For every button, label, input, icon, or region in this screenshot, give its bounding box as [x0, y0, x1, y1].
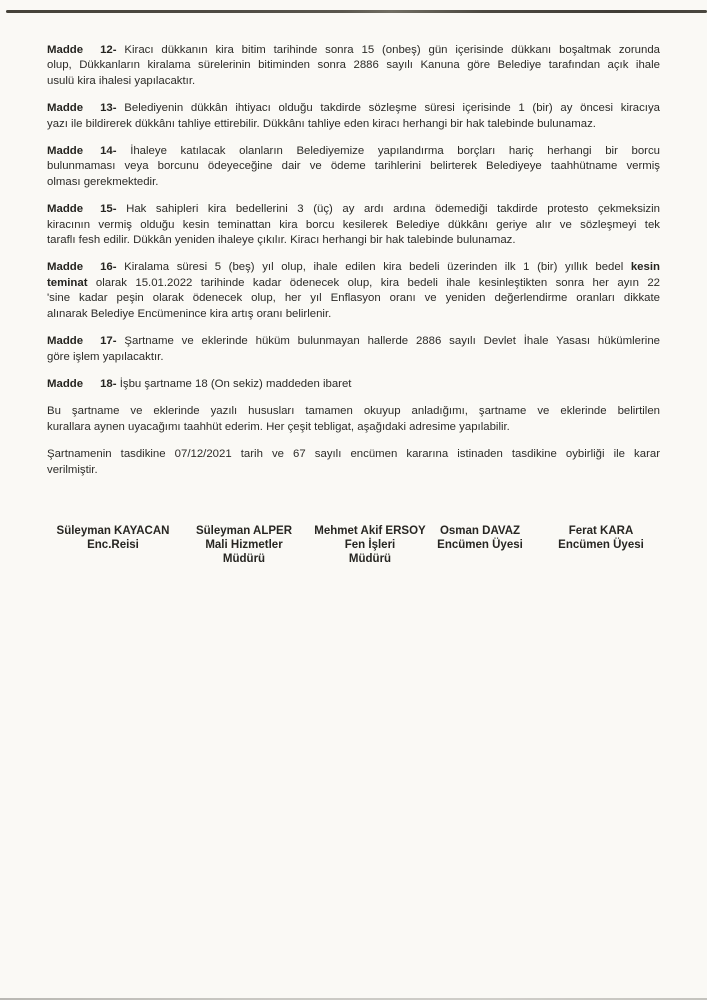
signature-column: [558, 524, 644, 552]
text-line: [47, 350, 660, 365]
text-line: [47, 260, 660, 275]
commitment-paragraph: [47, 404, 660, 435]
article-number: 17-: [100, 335, 117, 348]
article-number: 13-: [100, 102, 117, 115]
signatory-title-line: Müdürü: [222, 553, 266, 565]
text-run: olarak 15.01.2022 tarihinde kadar ödenecek olup, kira bedeli ihale kesinleştikten sonra her ayın 22: [87, 276, 660, 289]
text-line: [47, 159, 660, 174]
signatory-name: Süleyman ALPER: [195, 525, 293, 537]
text-line: [47, 202, 660, 217]
text-run: usulü kira ihalesi yapılacaktır.: [47, 74, 196, 87]
signatory-name: Süleyman KAYACAN: [56, 525, 170, 537]
text-run: Kiralama süresi 5 (beş) yıl olup, ihale edilen kira bedeli üzerinden ilk 1 (bir) yıllık bedel: [124, 261, 631, 274]
text-line: [47, 334, 660, 349]
approval-paragraph: [47, 447, 660, 478]
signatory-title-line: Encümen Üyesi: [437, 539, 523, 551]
text-line: [47, 307, 660, 322]
text-line: [47, 420, 660, 435]
article-madde-12: [47, 43, 660, 89]
text-line: [47, 447, 660, 462]
text-run: olup, Dükkanların kiralama sürelerinin bitiminden sonra 2886 sayılı Kanuna göre Belediye tarafından açık ihale: [47, 59, 660, 72]
signatory-name: Ferat KARA: [568, 525, 634, 537]
article-madde-16: [47, 260, 660, 322]
bold-text-run: teminat: [47, 276, 88, 289]
article-number: 16-: [100, 261, 117, 274]
signature-column: [57, 524, 170, 552]
text-run: alınarak Belediye Encümenince kira artış oranı belirlenir.: [47, 307, 332, 320]
text-line: [47, 276, 660, 291]
text-line: [47, 101, 660, 116]
signatory-title-line: Müdürü: [348, 553, 392, 565]
signatory-name: Mehmet Akif ERSOY: [314, 525, 426, 537]
text-run: İşbu şartname 18 (On sekiz) maddeden ibaret: [119, 377, 352, 390]
text-run: taraflı fesh edilir. Dükkân yeniden ihaleye çıkılır. Kiracı herhangi bir hak talebinde bulunamaz.: [47, 234, 516, 247]
article-number: 14-: [100, 145, 117, 158]
signatory-name: Osman DAVAZ: [439, 525, 521, 537]
text-line: [47, 377, 660, 392]
article-madde-18: [47, 377, 660, 392]
text-run: kurallara aynen uyacağımı taahhüt ederim. Her çeşit tebligat, aşağıdaki adresime yapılabilir.: [47, 420, 510, 433]
article-label: Madde: [47, 377, 84, 390]
text-run: kiracının vermiş olduğu kesin teminattan kira borcu kesilerek Belediye dükkânı geriye alır ve sözleşmeyi tek: [47, 218, 660, 231]
article-label: Madde: [47, 203, 84, 216]
signatory-title-line: Mali Hizmetler: [205, 539, 283, 551]
document-body: [47, 43, 660, 490]
text-run: Hak sahipleri kira bedellerini 3 (üç) ay ardı ardına ödemediği takdirde protesto çekmeksizin: [126, 203, 660, 216]
text-line: [47, 58, 660, 73]
text-run: 'sine kadar peşin olarak ödenecek olup, her yıl Enflasyon oranı ve yeniden değerlendirme oranları dikkate: [47, 292, 660, 305]
closing-section: [47, 404, 660, 478]
text-run: verilmiştir.: [47, 463, 98, 476]
article-number: 12-: [100, 44, 117, 56]
article-number: 18-: [100, 377, 117, 390]
article-madde-13: [47, 101, 660, 132]
text-line: [47, 291, 660, 306]
signatory-title-line: Encümen Üyesi: [558, 539, 644, 551]
article-label: Madde: [47, 44, 84, 56]
text-line: [47, 463, 660, 478]
text-run: göre işlem yapılacaktır.: [47, 350, 164, 363]
text-run: bulunmaması veya borcunu ödeyeceğine dair ve ödeme tarihlerini belirterek Belediyeye taahhütname vermiş: [47, 160, 660, 173]
signature-column: [314, 524, 425, 566]
signature-column: [437, 524, 523, 552]
text-line: [47, 404, 660, 419]
text-line: [47, 144, 660, 159]
text-run: olması gerekmektedir.: [47, 175, 159, 188]
text-line: [47, 218, 660, 233]
bold-text-run: kesin: [630, 261, 660, 274]
text-run: İhaleye katılacak olanların Belediyemize yapılandırma borçları hariç herhangi bir borcu: [130, 145, 660, 158]
article-number: 15-: [100, 203, 117, 216]
scan-artifact-top-line: [6, 10, 707, 13]
text-line: [47, 117, 660, 132]
text-line: [47, 74, 660, 89]
text-line: [47, 175, 660, 190]
text-line: [47, 233, 660, 248]
signatory-title-line: Fen İşleri: [344, 539, 396, 551]
article-label: Madde: [47, 145, 84, 158]
signature-block: [0, 524, 707, 594]
article-madde-17: [47, 334, 660, 365]
article-label: Madde: [47, 261, 84, 274]
article-madde-15: [47, 202, 660, 248]
text-run: Belediyenin dükkân ihtiyacı olduğu takdirde sözleşme süresi içerisinde 1 (bir) ay öncesi kiracıya: [124, 102, 660, 115]
text-run: Kiracı dükkanın kira bitim tarihinde sonra 15 (onbeş) gün içerisinde dükkanı boşaltmak zorunda: [124, 44, 660, 56]
text-run: Bu şartname ve eklerinde yazılı hususları tamamen okuyup anladığımı, şartname ve eklerinde belirtilen: [47, 405, 660, 418]
text-run: Şartname ve eklerinde hüküm bulunmayan hallerde 2886 sayılı Devlet İhale Yasası hükümlerine: [124, 335, 660, 348]
text-line: [47, 43, 660, 58]
article-label: Madde: [47, 102, 84, 115]
signature-column: [196, 524, 292, 566]
text-run: Şartnamenin tasdikine 07/12/2021 tarih ve 67 sayılı encümen kararına istinaden tasdikine oybirliği ile karar: [47, 448, 660, 461]
text-run: yazı ile bildirerek dükkânı tahliye ettirebilir. Dükkânı tahliye eden kiracı herhangi bir hak talebinde bulunamaz.: [47, 117, 596, 130]
article-label: Madde: [47, 335, 84, 348]
articles-section: [47, 43, 660, 392]
signatory-title-line: Enc.Reisi: [87, 539, 139, 551]
article-madde-14: [47, 144, 660, 190]
